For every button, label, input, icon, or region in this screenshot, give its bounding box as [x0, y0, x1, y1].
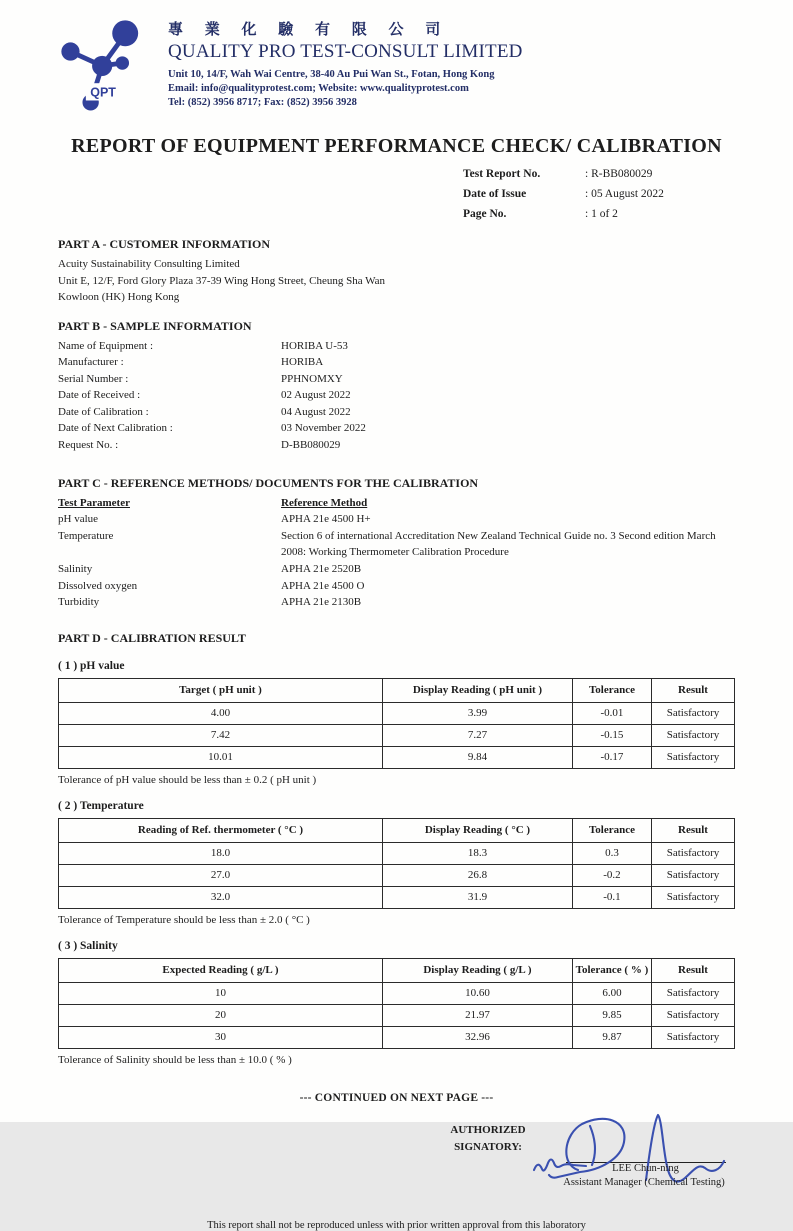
sample-info: [58, 338, 735, 454]
reference-methods: [58, 511, 735, 611]
result-table-caption: ( 2 ) Temperature: [58, 799, 144, 812]
report-meta-block: [463, 164, 735, 224]
result-cell: Satisfactory: [651, 724, 734, 746]
result-cell: 3.99: [382, 702, 572, 724]
result-cell: 26.8: [382, 864, 572, 886]
result-cell: 21.97: [382, 1004, 572, 1026]
sample-info-value: PPHNOMXY: [281, 372, 343, 385]
letterhead: [58, 12, 735, 121]
reference-method: APHA 21e 4500 H+: [281, 513, 371, 526]
result-column-header: Result: [651, 818, 734, 842]
reference-method: Section 6 of international Accreditation New Zealand Technical Guide no. 3 Second edition March 2008: Working Thermometer Calibration Procedure: [281, 529, 716, 559]
sample-info-value: 02 August 2022: [281, 389, 351, 402]
result-column-header: Result: [651, 958, 734, 982]
reference-method: APHA 21e 4500 O: [281, 579, 365, 592]
col-test-parameter: Test Parameter: [58, 496, 130, 509]
meta-value: : 1 of 2: [585, 208, 618, 220]
test-parameter: pH value: [58, 513, 99, 526]
report-meta-row: [463, 204, 735, 224]
meta-label: Date of Issue: [463, 188, 527, 200]
logo-qpt-text: QPT: [90, 85, 116, 100]
calibration-results: [58, 660, 735, 1066]
result-cell: Satisfactory: [651, 842, 734, 864]
result-column-header: Reading of Ref. thermometer ( °C ): [59, 818, 383, 842]
company-tel-fax: Tel: (852) 3956 8717; Fax: (852) 3956 3928: [168, 96, 357, 108]
meta-label: Test Report No.: [463, 168, 541, 180]
sample-info-label: Manufacturer :: [58, 356, 124, 369]
reference-method: APHA 21e 2130B: [281, 596, 362, 609]
sample-info-label: Date of Received :: [58, 389, 141, 402]
sample-info-row: [58, 420, 735, 437]
result-row: [59, 702, 735, 724]
sample-info-label: Serial Number :: [58, 372, 129, 385]
reference-method-row: [58, 578, 735, 595]
result-header-row: [59, 958, 735, 982]
tolerance-note: Tolerance of pH value should be less than ± 0.2 ( pH unit ): [58, 773, 317, 786]
meta-label: Page No.: [463, 208, 507, 220]
company-email-website: Email: info@qualityprotest.com; Website: www.qualityprotest.com: [168, 82, 469, 94]
part-d-section: [58, 631, 735, 1066]
result-header-row: [59, 818, 735, 842]
col-reference-method: Reference Method: [281, 496, 368, 509]
result-table-caption: ( 1 ) pH value: [58, 659, 125, 672]
result-column-header: Expected Reading ( g/L ): [59, 958, 383, 982]
continued-note: --- CONTINUED ON NEXT PAGE ---: [299, 1091, 494, 1104]
result-cell: Satisfactory: [651, 1026, 734, 1048]
result-column-header: Display Reading ( °C ): [382, 818, 572, 842]
result-cell: 18.0: [59, 842, 383, 864]
result-row: [59, 982, 735, 1004]
result-table-body: [59, 702, 735, 768]
sample-info-value: 03 November 2022: [281, 422, 366, 435]
signature-block: [58, 1112, 735, 1204]
result-row: [59, 1004, 735, 1026]
result-cell: 7.42: [59, 724, 383, 746]
result-table-caption: ( 3 ) Salinity: [58, 939, 118, 952]
tolerance-note: Tolerance of Salinity should be less than ± 10.0 ( % ): [58, 1053, 292, 1066]
part-a-section: [58, 237, 735, 306]
part-b-heading: PART B - SAMPLE INFORMATION: [58, 318, 252, 333]
result-row: [59, 864, 735, 886]
sample-info-row: [58, 338, 735, 355]
result-table-head: [59, 958, 735, 982]
result-column-header: Result: [651, 678, 734, 702]
part-c-heading: PART C - REFERENCE METHODS/ DOCUMENTS FOR THE CALIBRATION: [58, 475, 479, 490]
result-cell: -0.1: [572, 886, 651, 908]
result-table-body: [59, 842, 735, 908]
result-cell: 7.27: [382, 724, 572, 746]
result-cell: -0.15: [572, 724, 651, 746]
sample-info-value: HORIBA U-53: [281, 339, 348, 352]
part-c-section: [58, 476, 735, 611]
reference-method-row: [58, 528, 735, 561]
signatory-word: SIGNATORY:: [454, 1140, 522, 1153]
handwritten-signature-icon: [528, 1108, 743, 1203]
result-table-body: [59, 982, 735, 1048]
result-cell: -0.01: [572, 702, 651, 724]
result-cell: 9.87: [572, 1026, 651, 1048]
reference-method-row: [58, 511, 735, 528]
sample-info-row: [58, 354, 735, 371]
result-cell: Satisfactory: [651, 864, 734, 886]
result-cell: 30: [59, 1026, 383, 1048]
result-cell: 6.00: [572, 982, 651, 1004]
result-cell: 10: [59, 982, 383, 1004]
result-cell: 27.0: [59, 864, 383, 886]
sample-info-row: [58, 387, 735, 404]
result-row: [59, 1026, 735, 1048]
result-cell: Satisfactory: [651, 1004, 734, 1026]
report-title: REPORT OF EQUIPMENT PERFORMANCE CHECK/ CALIBRATION: [71, 135, 722, 157]
result-column-header: Display Reading ( pH unit ): [382, 678, 572, 702]
sample-info-value: HORIBA: [281, 356, 324, 369]
sample-info-row: [58, 437, 735, 454]
test-parameter: Turbidity: [58, 596, 100, 609]
letterhead-text: [168, 12, 523, 110]
reference-method-header-row: [58, 495, 735, 512]
meta-value: : 05 August 2022: [585, 188, 664, 200]
result-cell: 20: [59, 1004, 383, 1026]
company-logo: [58, 12, 154, 121]
customer-info: [58, 256, 735, 306]
result-row: [59, 746, 735, 768]
customer-info-line: Kowloon (HK) Hong Kong: [58, 291, 180, 303]
test-parameter: Temperature: [58, 529, 114, 542]
result-cell: Satisfactory: [651, 746, 734, 768]
result-cell: 32.0: [59, 886, 383, 908]
sample-info-label: Request No. :: [58, 439, 119, 452]
authorized-word: AUTHORIZED: [450, 1123, 526, 1136]
part-d-heading: PART D - CALIBRATION RESULT: [58, 630, 246, 645]
result-cell: Satisfactory: [651, 886, 734, 908]
result-cell: 10.01: [59, 746, 383, 768]
result-column-header: Tolerance: [572, 678, 651, 702]
sample-info-value: D-BB080029: [281, 439, 341, 452]
reference-method-row: [58, 561, 735, 578]
result-header-row: [59, 678, 735, 702]
company-name-english: QUALITY PRO TEST-CONSULT LIMITED: [168, 41, 523, 62]
result-cell: Satisfactory: [651, 982, 734, 1004]
sample-info-label: Date of Next Calibration :: [58, 422, 173, 435]
test-parameter: Dissolved oxygen: [58, 579, 138, 592]
signatory-title: Assistant Manager (Chemical Testing): [563, 1176, 725, 1188]
customer-info-line: Unit E, 12/F, Ford Glory Plaza 37-39 Wing Hong Street, Cheung Sha Wan: [58, 274, 386, 287]
result-cell: 9.85: [572, 1004, 651, 1026]
part-b-section: [58, 319, 735, 454]
result-column-header: Target ( pH unit ): [59, 678, 383, 702]
report-disclaimer: This report shall not be reproduced unless with prior written approval from this laboratory: [207, 1219, 586, 1231]
result-table: [58, 958, 735, 1049]
sample-info-row: [58, 371, 735, 388]
result-table-head: [59, 818, 735, 842]
result-row: [59, 886, 735, 908]
result-column-header: Display Reading ( g/L ): [382, 958, 572, 982]
company-address: Unit 10, 14/F, Wah Wai Centre, 38-40 Au Pui Wan St., Fotan, Hong Kong: [168, 69, 495, 80]
sample-info-label: Date of Calibration :: [58, 405, 149, 418]
result-cell: -0.2: [572, 864, 651, 886]
result-table: [58, 818, 735, 909]
customer-info-line: Acuity Sustainability Consulting Limited: [58, 258, 240, 270]
sample-info-label: Name of Equipment :: [58, 339, 154, 352]
company-name-chinese: 專 業 化 驗 有 限 公 司: [168, 22, 450, 38]
result-column-header: Tolerance: [572, 818, 651, 842]
result-row: [59, 724, 735, 746]
reference-method: APHA 21e 2520B: [281, 563, 362, 576]
molecule-logo-icon: [58, 12, 154, 116]
sample-info-row: [58, 404, 735, 421]
part-a-heading: PART A - CUSTOMER INFORMATION: [58, 237, 271, 251]
meta-value: : R-BB080029: [585, 168, 653, 180]
result-table-head: [59, 678, 735, 702]
result-cell: 31.9: [382, 886, 572, 908]
company-contact-block: [168, 68, 523, 110]
result-cell: 9.84: [382, 746, 572, 768]
result-cell: 10.60: [382, 982, 572, 1004]
report-meta-row: [463, 164, 735, 184]
result-table: [58, 678, 735, 769]
result-cell: 4.00: [59, 702, 383, 724]
result-row: [59, 842, 735, 864]
result-cell: 32.96: [382, 1026, 572, 1048]
sample-info-value: 04 August 2022: [281, 405, 351, 418]
result-cell: 0.3: [572, 842, 651, 864]
result-cell: 18.3: [382, 842, 572, 864]
signatory-name: LEE Chun-ning: [612, 1162, 679, 1174]
result-cell: Satisfactory: [651, 702, 734, 724]
test-parameter: Salinity: [58, 563, 93, 576]
tolerance-note: Tolerance of Temperature should be less than ± 2.0 ( °C ): [58, 913, 310, 926]
reference-method-row: [58, 594, 735, 611]
result-cell: -0.17: [572, 746, 651, 768]
result-column-header: Tolerance ( % ): [572, 958, 651, 982]
report-meta-row: [463, 184, 735, 204]
